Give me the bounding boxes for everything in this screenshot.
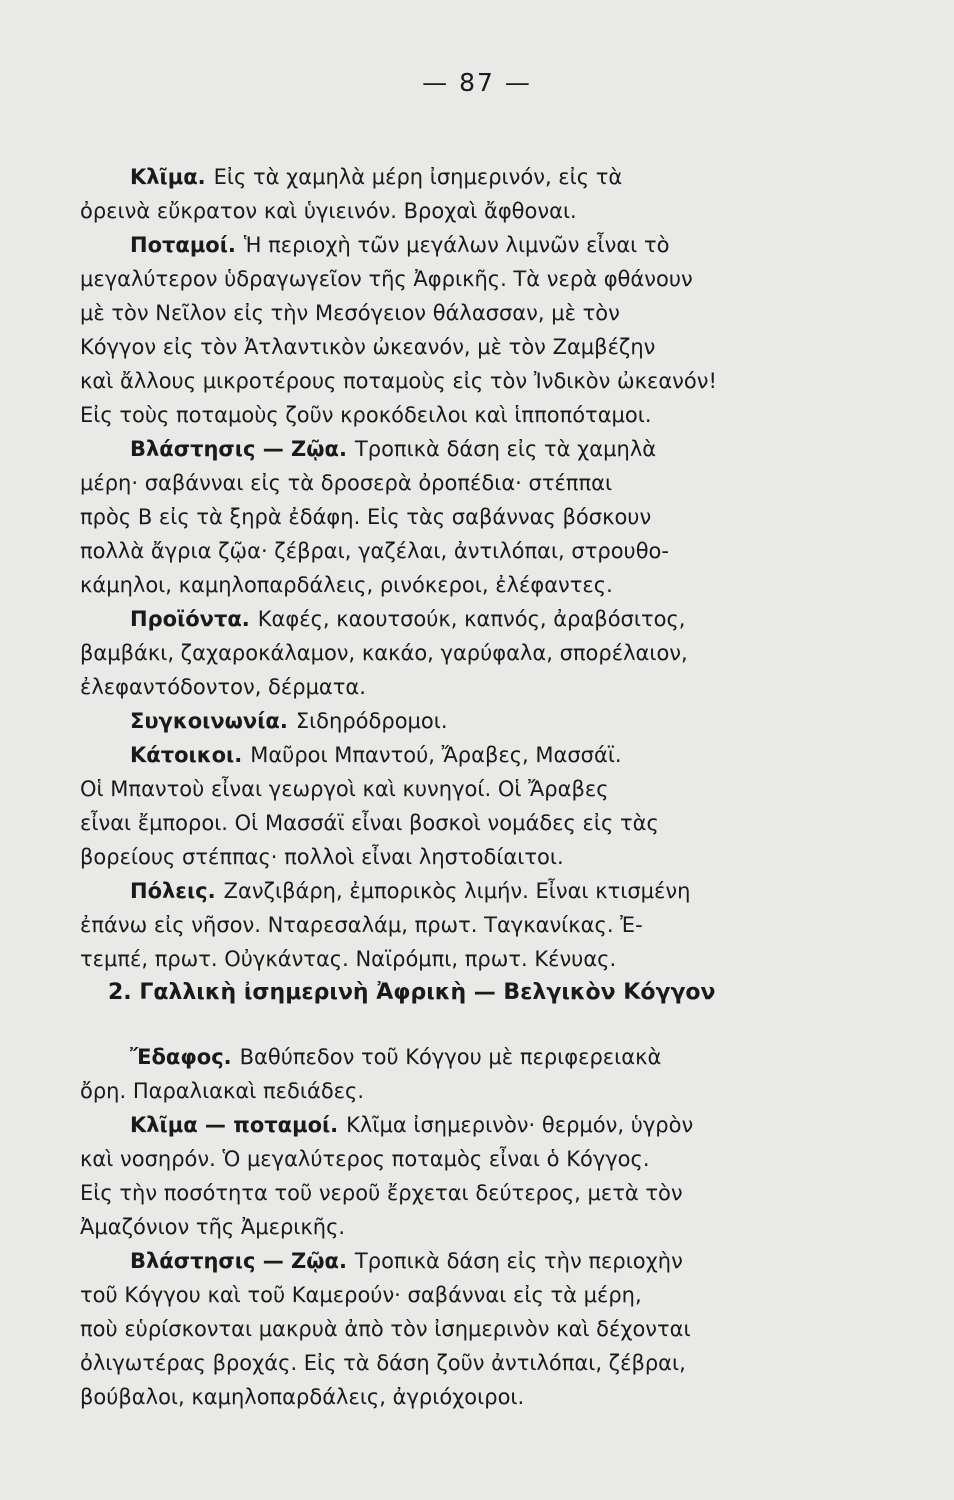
section-heading: 2. Γαλλικὴ ἰσημερινὴ Ἀφρικὴ — Βελγικὸν Κόγγον — [108, 980, 716, 1005]
paragraph-first-line — [80, 704, 860, 738]
paragraph-line — [80, 1346, 860, 1380]
paragraph-line — [80, 364, 860, 398]
line-text: Κλῖμα ἰσημερινὸν· θερμόν, ὑγρὸν — [346, 1113, 694, 1137]
paragraph-heading: Ποταμοί. — [130, 233, 236, 257]
line-text: μεγαλύτερον ὑδραγωγεῖον τῆς Ἀφρικῆς. Τὰ νερὰ φθάνουν — [80, 267, 693, 291]
line-text: Σιδηρόδρομοι. — [295, 709, 448, 733]
line-text: ἐλεφαντόδοντον, δέρματα. — [80, 675, 366, 699]
paragraph-line — [80, 568, 860, 602]
paragraph-line — [80, 1210, 860, 1244]
line-text: Κόγγον εἰς τὸν Ἀτλαντικὸν ὠκεανόν, μὲ τὸν Ζαμβέζην — [80, 335, 656, 359]
paragraph-first-line — [80, 160, 860, 194]
paragraph-heading: Πόλεις. — [130, 879, 216, 903]
line-text: μέρη· σαβάνναι εἰς τὰ δροσερὰ ὀροπέδια· στέππαι — [80, 471, 613, 495]
paragraph-heading: Προϊόντα. — [130, 607, 250, 631]
paragraph-first-line — [80, 602, 860, 636]
line-text: βαμβάκι, ζαχαροκάλαμον, κακάο, γαρύφαλα, σπορέλαιον, — [80, 641, 688, 665]
line-text: ὀλιγωτέρας βροχάς. Εἰς τὰ δάση ζοῦν ἀντιλόπαι, ζέβραι, — [80, 1351, 686, 1375]
line-text: Οἱ Μπαντοὺ εἶναι γεωργοὶ καὶ κυνηγοί. Οἱ Ἄραβες — [80, 777, 609, 801]
line-text: Ἡ περιοχὴ τῶν μεγάλων λιμνῶν εἶναι τὸ — [243, 233, 670, 257]
line-text: καὶ νοσηρόν. Ὁ μεγαλύτερος ποταμὸς εἶναι ὁ Κόγγος. — [80, 1147, 650, 1171]
line-text: ὀρεινὰ εὔκρατον καὶ ὑγιεινόν. Βροχαὶ ἄφθοναι. — [80, 199, 577, 223]
paragraph-line — [80, 772, 860, 806]
paragraph-line — [80, 806, 860, 840]
page-number: — 87 — — [422, 68, 532, 97]
line-text: Τροπικὰ δάση εἰς τὴν περιοχὴν — [354, 1249, 683, 1273]
paragraph-line — [80, 840, 860, 874]
line-text: πολλὰ ἄγρια ζῷα· ζέβραι, γαζέλαι, ἀντιλόπαι, στρουθο- — [80, 539, 669, 563]
paragraph-line — [80, 636, 860, 670]
paragraph-first-line — [80, 1244, 860, 1278]
paragraph-line — [80, 1142, 860, 1176]
paragraph-line — [80, 296, 860, 330]
line-text: κάμηλοι, καμηλοπαρδάλεις, ρινόκεροι, ἐλέφαντες. — [80, 573, 613, 597]
line-text: Ἀμαζόνιον τῆς Ἀμερικῆς. — [80, 1215, 346, 1239]
paragraph-heading: Συγκοινωνία. — [130, 709, 288, 733]
paragraph-heading: Κλῖμα. — [130, 165, 206, 189]
paragraph-heading: Κάτοικοι. — [130, 743, 243, 767]
paragraph-line — [80, 1176, 860, 1210]
paragraph-line — [80, 670, 860, 704]
line-text: εἶναι ἔμποροι. Οἱ Μασσάϊ εἶναι βοσκοὶ νομάδες εἰς τὰς — [80, 811, 659, 835]
paragraph-line — [80, 908, 860, 942]
paragraph-line — [80, 1074, 860, 1108]
line-text: τεμπέ, πρωτ. Οὐγκάντας. Ναϊρόμπι, πρωτ. Κένυας. — [80, 947, 617, 971]
paragraph-line — [80, 1312, 860, 1346]
paragraph-first-line — [80, 432, 860, 466]
line-text: ὄρη. Παραλιακαὶ πεδιάδες. — [80, 1079, 365, 1103]
line-text: ἐπάνω εἰς νῆσον. Νταρεσαλάμ, πρωτ. Ταγκανίκας. Ἐ- — [80, 913, 643, 937]
paragraph-line — [80, 398, 860, 432]
line-text: βορείους στέππας· πολλοὶ εἶναι ληστοδίαιτοι. — [80, 845, 564, 869]
paragraph-heading: Ἔδαφος. — [130, 1045, 232, 1069]
paragraph-line — [80, 262, 860, 296]
line-text: ποὺ εὑρίσκονται μακρυὰ ἀπὸ τὸν ἰσημερινὸν καὶ δέχονται — [80, 1317, 691, 1341]
line-text: Μαῦροι Μπαντού, Ἄραβες, Μασσάϊ. — [250, 743, 622, 767]
paragraph-first-line — [80, 874, 860, 908]
line-text: καὶ ἄλλους μικροτέρους ποταμοὺς εἰς τὸν Ἰνδικὸν ὠκεανόν! — [80, 369, 717, 393]
paragraph-line — [80, 1380, 860, 1414]
line-text: Καφές, καουτσούκ, καπνός, ἀραβόσιτος, — [257, 607, 686, 631]
line-text: Τροπικὰ δάση εἰς τὰ χαμηλὰ — [354, 437, 657, 461]
line-text: μὲ τὸν Νεῖλον εἰς τὴν Μεσόγειον θάλασσαν, μὲ τὸν — [80, 301, 620, 325]
paragraph-first-line — [80, 228, 860, 262]
paragraph-line — [80, 1278, 860, 1312]
paragraph-first-line — [80, 1108, 860, 1142]
paragraph-heading: Κλῖμα — ποταμοί. — [130, 1113, 339, 1137]
line-text: Εἰς τὰ χαμηλὰ μέρη ἰσημερινόν, εἰς τὰ — [213, 165, 623, 189]
paragraph-line — [80, 194, 860, 228]
paragraph-first-line — [80, 1040, 860, 1074]
line-text: Βαθύπεδον τοῦ Κόγγου μὲ περιφερειακὰ — [239, 1045, 662, 1069]
paragraph-line — [80, 330, 860, 364]
paragraph-line — [80, 466, 860, 500]
paragraph-line — [80, 534, 860, 568]
paragraph-line — [80, 942, 860, 976]
line-text: βούβαλοι, καμηλοπαρδάλεις, ἀγριόχοιροι. — [80, 1385, 525, 1409]
line-text: Ζανζιβάρη, ἐμπορικὸς λιμήν. Εἶναι κτισμένη — [223, 879, 691, 903]
paragraph-first-line — [80, 738, 860, 772]
line-text: τοῦ Κόγγου καὶ τοῦ Καμερούν· σαβάνναι εἰς τὰ μέρη, — [80, 1283, 642, 1307]
paragraph-line — [80, 500, 860, 534]
body-text — [80, 160, 860, 976]
line-text: Εἰς τὴν ποσότητα τοῦ νεροῦ ἔρχεται δεύτερος, μετὰ τὸν — [80, 1181, 683, 1205]
section-body-text — [80, 1040, 860, 1414]
line-text: Εἰς τοὺς ποταμοὺς ζοῦν κροκόδειλοι καὶ ἱπποπόταμοι. — [80, 403, 652, 427]
paragraph-heading: Βλάστησις — Ζῷα. — [130, 1249, 347, 1273]
line-text: πρὸς Β εἰς τὰ ξηρὰ ἐδάφη. Εἰς τὰς σαβάννας βόσκουν — [80, 505, 652, 529]
paragraph-heading: Βλάστησις — Ζῷα. — [130, 437, 347, 461]
